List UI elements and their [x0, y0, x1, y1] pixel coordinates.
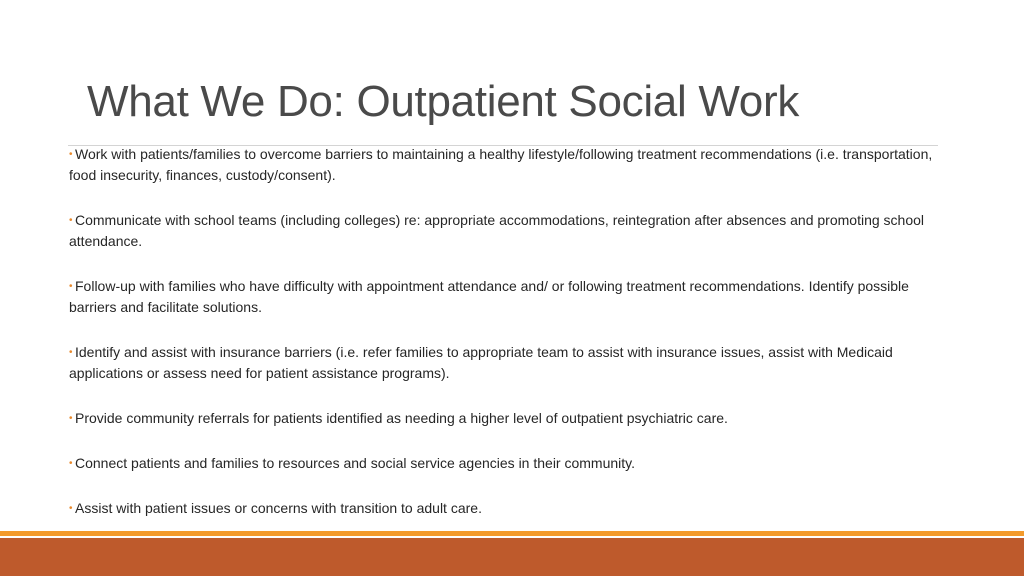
bullet-text: Identify and assist with insurance barriers (i.e. refer families to appropriate team to assist with insurance issues, assist with Medicaid applications or assess need for patient assistance programs).	[69, 344, 893, 381]
bullet-icon: •	[69, 458, 73, 469]
bullet-text: Work with patients/families to overcome barriers to maintaining a healthy lifestyle/following treatment recommendations (i.e. transportation, food insecurity, finances, custody/consent).	[69, 146, 933, 183]
bullet-item	[69, 408, 944, 453]
bullet-icon: •	[69, 413, 73, 424]
bullet-item	[69, 342, 944, 408]
bullet-item	[69, 498, 944, 543]
bullet-icon: •	[69, 149, 73, 160]
bullet-icon: •	[69, 347, 73, 358]
footer-accent-stripe	[0, 531, 1024, 536]
bullet-item	[69, 144, 944, 210]
bullet-text: Provide community referrals for patients identified as needing a higher level of outpatient psychiatric care.	[75, 410, 728, 426]
slide-title: What We Do: Outpatient Social Work	[87, 77, 800, 126]
bullet-text: Connect patients and families to resources and social service agencies in their community.	[75, 455, 636, 471]
bullet-text: Follow-up with families who have difficulty with appointment attendance and/ or following treatment recommendations. Identify possible barriers and facilitate solutions.	[69, 278, 909, 315]
bullet-icon: •	[69, 215, 73, 226]
bullet-text: Assist with patient issues or concerns with transition to adult care.	[75, 500, 482, 516]
bullet-list	[69, 144, 944, 543]
bullet-item	[69, 453, 944, 498]
bullet-icon: •	[69, 281, 73, 292]
bullet-icon: •	[69, 503, 73, 514]
footer-band	[0, 538, 1024, 576]
bullet-item	[69, 210, 944, 276]
bullet-text: Communicate with school teams (including colleges) re: appropriate accommodations, reintegration after absences and promoting school attendance.	[69, 212, 924, 249]
bullet-item	[69, 276, 944, 342]
